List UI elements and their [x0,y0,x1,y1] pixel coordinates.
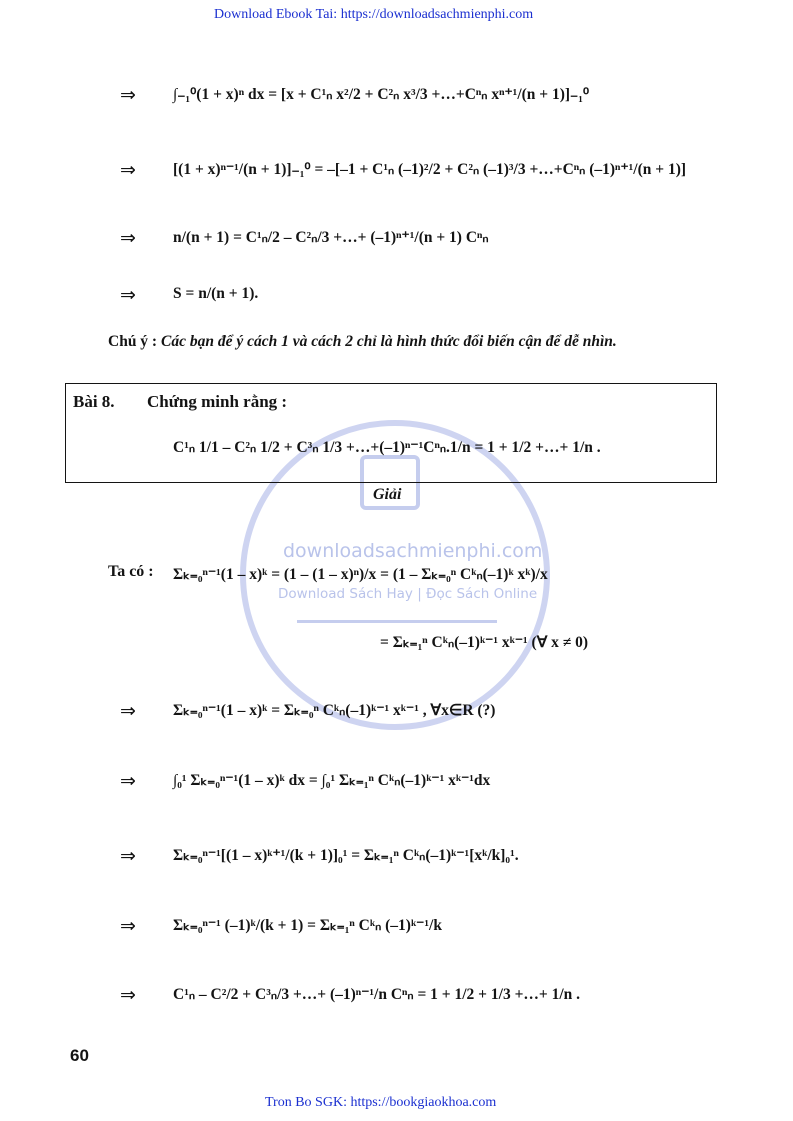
implies-arrow: ⇒ [120,770,136,792]
exercise-statement: C¹ₙ 1/1 – C²ₙ 1/2 + C³ₙ 1/3 +…+(–1)ⁿ⁻¹Cⁿₙ.1/n = 1 + 1/2 +…+ 1/n . [173,439,601,456]
watermark-tagline: Download Sách Hay | Đọc Sách Online [278,586,538,602]
watermark-site: downloadsachmienphi.com [283,540,543,562]
equation-integrate-both: ∫₀¹ Σₖ₌₀ⁿ⁻¹(1 – x)ᵏ dx = ∫₀¹ Σₖ₌₁ⁿ Cᵏₙ(–1)ᵏ⁻¹ xᵏ⁻¹dx [173,772,491,789]
equation-geometric-sum: Σₖ₌₀ⁿ⁻¹(1 – x)ᵏ = (1 – (1 – x)ⁿ)/x = (1 – Σₖ₌₀ⁿ Cᵏₙ(–1)ᵏ xᵏ)/x [173,566,548,583]
implies-arrow: ⇒ [120,915,136,937]
implies-arrow: ⇒ [120,845,136,867]
implies-arrow: ⇒ [120,159,136,181]
equation-integral-expansion: ∫₋₁⁰(1 + x)ⁿ dx = [x + C¹ₙ x²/2 + C²ₙ x³/3 +…+Cⁿₙ xⁿ⁺¹/(n + 1)]₋₁⁰ [173,86,590,103]
note-paragraph [108,330,718,354]
note-text: Các bạn để ý cách 1 và cách 2 chỉ là hình thức đổi biến cận để dễ nhìn. [160,333,617,350]
equation-binomial-sum: n/(n + 1) = C¹ₙ/2 – C²ₙ/3 +…+ (–1)ⁿ⁺¹/(n + 1) Cⁿₙ [173,229,489,246]
ta-co-label: Ta có : [108,563,154,580]
implies-arrow: ⇒ [120,700,136,722]
exercise-label: Bài 8. [73,392,115,411]
equation-result-s: S = n/(n + 1). [173,285,259,302]
equation-for-all-x: Σₖ₌₀ⁿ⁻¹(1 – x)ᵏ = Σₖ₌₀ⁿ Cᵏₙ(–1)ᵏ⁻¹ xᵏ⁻¹ , ∀x∈R (?) [173,702,496,719]
header-download-link[interactable]: Download Ebook Tai: https://downloadsachmienphi.com [214,7,534,22]
note-label: Chú ý : [108,333,158,350]
implies-arrow: ⇒ [120,227,136,249]
equation-evaluated-sums: Σₖ₌₀ⁿ⁻¹ (–1)ᵏ/(k + 1) = Σₖ₌₁ⁿ Cᵏₙ (–1)ᵏ⁻¹/k [173,917,442,934]
watermark-divider [297,620,497,623]
equation-antiderivatives: Σₖ₌₀ⁿ⁻¹[(1 – x)ᵏ⁺¹/(k + 1)]₀¹ = Σₖ₌₁ⁿ Cᵏₙ(–1)ᵏ⁻¹[xᵏ/k]₀¹. [173,847,519,864]
implies-arrow: ⇒ [120,84,136,106]
exercise-prompt: Chứng minh rằng : [147,392,288,411]
equation-series-form: = Σₖ₌₁ⁿ Cᵏₙ(–1)ᵏ⁻¹ xᵏ⁻¹ (∀ x ≠ 0) [380,634,589,651]
implies-arrow: ⇒ [120,284,136,306]
page-number: 60 [70,1046,89,1065]
implies-arrow: ⇒ [120,984,136,1006]
equation-final-identity: C¹ₙ – C²/2 + C³ₙ/3 +…+ (–1)ⁿ⁻¹/n Cⁿₙ = 1 + 1/2 + 1/3 +…+ 1/n . [173,986,581,1003]
equation-evaluated-bounds: [(1 + x)ⁿ⁻¹/(n + 1)]₋₁⁰ = –[–1 + C¹ₙ (–1)²/2 + C²ₙ (–1)³/3 +…+Cⁿₙ (–1)ⁿ⁺¹/(n + 1)] [173,161,687,178]
solution-heading: Giải [373,486,402,503]
footer-sgk-link[interactable]: Tron Bo SGK: https://bookgiaokhoa.com [265,1095,497,1110]
